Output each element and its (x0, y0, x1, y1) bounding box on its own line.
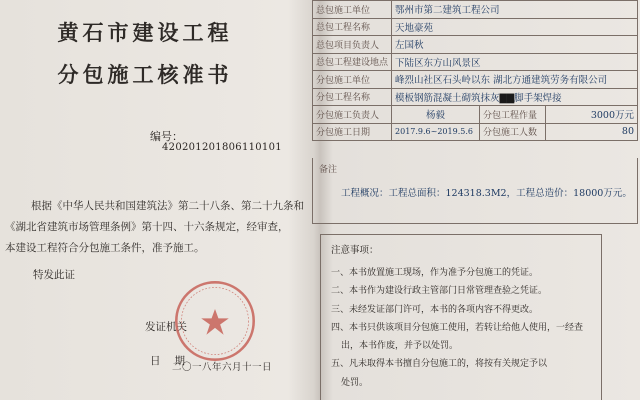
row-label: 总包工程建设地点 (313, 53, 392, 71)
table-row (313, 123, 638, 141)
scope-main: 模板钢筋混凝土砌筑抹灰 (395, 92, 500, 104)
construction-site-value: 下陆区东方山风景区 (392, 53, 638, 71)
row-label: 分包施工负责人 (313, 106, 392, 124)
remark-label: 备注 (319, 165, 338, 175)
row-label: 分包施工单位 (313, 71, 392, 89)
redaction-mark: ▇▇ (499, 92, 515, 104)
remark-box (312, 158, 638, 224)
cover-page (0, 0, 310, 400)
sub-workers-value: 80 (546, 123, 638, 141)
date-value: 二〇一八年六月十一日 (172, 362, 273, 373)
table-row (313, 88, 638, 106)
special-notice: 特发此证 (33, 269, 75, 281)
notice-box (320, 234, 602, 400)
row-label: 总包项目负责人 (313, 36, 392, 54)
list-item: 出，本书作废，并予以处罚。 (341, 341, 459, 352)
table-row (313, 71, 638, 89)
paragraph-line-2: 《湖北省建筑市场管理条例》第十四、十六条规定，经审查， (5, 221, 289, 233)
official-seal-icon (172, 278, 258, 364)
list-item: 五、凡未取得本书擅自分包施工的，将按有关规定予以 (331, 359, 548, 370)
row-label: 总包工程名称 (313, 18, 392, 36)
paragraph-line-3: 本建设工程符合分包施工条件，准予施工。 (5, 242, 205, 254)
row-label: 分包施工日期 (313, 123, 392, 141)
list-item: 四、本书只供该项目分包施工使用，若转让给他人使用，一经查 (331, 322, 584, 333)
project-manager-value: 左国秋 (392, 36, 638, 54)
subcontract-scope-value (392, 88, 638, 106)
cover-title-line1: 黄石市建设工程 (57, 20, 233, 45)
scope-extra: 脚手架焊接 (514, 92, 562, 104)
table-row (313, 53, 638, 71)
notice-list (331, 264, 599, 392)
table-row (313, 36, 638, 54)
approval-paragraph (5, 196, 304, 259)
row-label: 总包施工单位 (313, 1, 392, 19)
sub-amount-value: 3000万元 (546, 106, 638, 124)
subcontractor-name: 湖北方通建筑劳务有限公司 (493, 75, 608, 87)
list-item: 一、本书放置施工现场，作为准予分包施工的凭证。 (331, 268, 539, 278)
notice-title: 注意事项： (331, 245, 379, 256)
project-name-value: 天地豪苑 (392, 18, 638, 36)
list-item: 处罚。 (341, 377, 369, 388)
code-value: 4202012018061​10101 (162, 142, 282, 153)
remark-text: 工程概况：工程总面积：124318.3M2，工程总造价：18000万元。 (341, 188, 632, 199)
subcontractor-location: 峰烈山社区石头岭以东 (395, 75, 491, 87)
issuer-label: 发证机关 (145, 321, 187, 333)
details-page (312, 0, 640, 400)
table-row (313, 106, 638, 124)
table-row (313, 1, 638, 19)
sub-period-value: 2017.9.6~2019.5.6 (392, 123, 480, 141)
table-row (313, 18, 638, 36)
row-label: 分包工程作量 (480, 106, 546, 124)
cover-title-line2: 分包施工核准书 (57, 62, 233, 87)
project-info-table (312, 0, 638, 141)
row-label: 分包施工人数 (480, 123, 546, 141)
sub-manager-value: 杨毅 (392, 106, 480, 124)
row-label: 分包工程名称 (313, 88, 392, 106)
general-contractor-value: 鄂州市第二建筑工程公司 (392, 1, 638, 19)
paragraph-line-1: 根据《中华人民共和国建筑法》第二十八条、第二十九条和 (31, 200, 304, 212)
date-label: 日期 (150, 355, 199, 367)
subcontractor-value (392, 71, 638, 89)
list-item: 二、本书作为建设行政主管部门日常管理查验之凭证。 (331, 286, 548, 297)
code-label: 编号： (150, 130, 183, 143)
list-item: 三、未经发证部门许可，本书的各项内容不得更改。 (331, 304, 539, 315)
